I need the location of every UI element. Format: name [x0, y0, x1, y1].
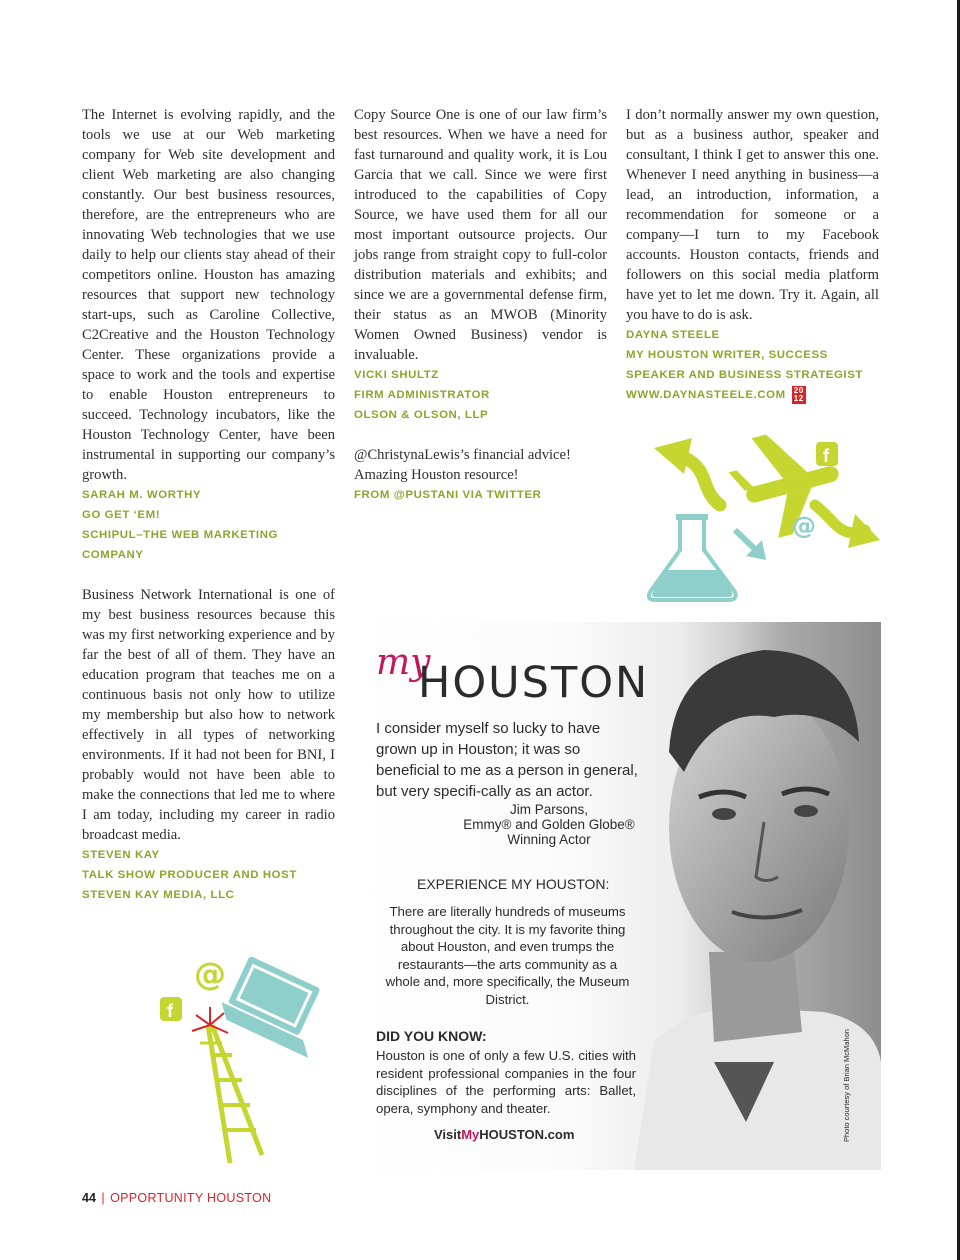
- author-company: OLSON & OLSON, LLP: [354, 409, 489, 421]
- author-website[interactable]: [626, 385, 879, 405]
- column-3-testimonial: [626, 105, 879, 405]
- tower-laptop-illustration: [150, 945, 350, 1170]
- author-company: SCHIPUL–THE WEB MARKETING COMPANY: [82, 529, 278, 561]
- column-1-testimonial: [82, 105, 335, 565]
- tweet-body: @ChristynaLewis’s financial advice! Amazing Houston resource!: [354, 447, 571, 483]
- year-badge-top: 20: [793, 385, 804, 395]
- column-1-second-testimonial: [82, 585, 335, 905]
- author-name: STEVEN KAY: [82, 849, 160, 861]
- testimonial-body: Business Network International is one of my best business resources because this was my first networking experience and by far the best of all of them. They have an education program that teaches me on a continuous basis not only how to utilize my membership but also how to network effectively in all types of networking environments. If it had not been for BNI, I probably would not have been able to make the connections that led me to where I am today, including my career in radio broadcast media.: [82, 587, 335, 843]
- testimonial-body: Copy Source One is one of our law firm’s best resources. When we have a need for fast turnaround and quality work, it is Lou Garcia that we call. Since we were first introduced to the capabilities of Copy Source, we have used them for all our most important outsource projects. Our jobs range from straight copy to full-color distribution materials and exhibits; and since we are a governmental defense firm, their status as an MWOB (Minority Women Owned Business) vendor is invaluable.: [354, 107, 607, 363]
- author-title: TALK SHOW PRODUCER AND HOST: [82, 869, 297, 881]
- my-houston-advertisement: [354, 622, 881, 1170]
- flask-icon: [649, 514, 736, 600]
- visit-part-my: My: [461, 1127, 480, 1142]
- website-link[interactable]: WWW.DAYNASTEELE.COM: [626, 389, 786, 401]
- attribution-awards: Emmy® and Golden Globe®: [463, 817, 635, 832]
- footer-separator: |: [101, 1191, 105, 1205]
- my-script-logo: my: [376, 642, 431, 683]
- facebook-icon: [160, 997, 182, 1021]
- curved-arrow-icon: [685, 458, 720, 505]
- visit-part: Visit: [434, 1127, 462, 1142]
- quote-attribution: [454, 802, 644, 847]
- attribution-name: Jim Parsons,: [509, 802, 589, 817]
- actor-quote: I consider myself so lucky to have grown up in Houston; it was so beneficial to me as a person in general, but very specifi-cally as an actor.: [376, 720, 638, 800]
- publication-name: OPPORTUNITY HOUSTON: [110, 1191, 272, 1205]
- tweet-source: FROM @PUSTANI VIA TWITTER: [354, 489, 542, 501]
- arrow-head: [654, 438, 692, 474]
- visit-part-domain: HOUSTON.com: [479, 1127, 575, 1142]
- author-name: VICKI SHULTZ: [354, 369, 439, 381]
- attribution-role: Winning Actor: [507, 832, 591, 847]
- experience-body: There are literally hundreds of museums throughout the city. It is my favorite thing about Houston, and even trumps the restaurants—the arts community as a whole and, more specifically, the Museum District.: [385, 904, 630, 1007]
- testimonial-body: I don’t normally answer my own question, but as a business author, speaker and consultant, I think I get to answer this one. Whenever I need anything in business—a lead, an introduction, information, a recommendation for someone or a company—I turn to my Facebook accounts. Houston contacts, friends and followers on this social media platform have yet to let me down. Try it. Again, all you have to do is ask.: [626, 107, 879, 323]
- author-line: GO GET ‘EM!: [82, 509, 161, 521]
- year-badge-bottom: 12: [793, 393, 804, 403]
- page-number: 44: [82, 1191, 96, 1205]
- facebook-icon: [816, 442, 838, 466]
- testimonial-body: The Internet is evolving rapidly, and the tools we use at our Web marketing company for Web site development and client Web marketing are also changing constantly. Our best business resources, therefore, are the entrepreneurs who are innovating Web technologies that we use daily to help our clients stay ahead of their competitors online. Houston has amazing resources that support new technology start-ups, such as Caroline Collective, C2Creative and the Houston Technology Center. These organizations provide a space to work and the tools and expertise to enable Houston entrepreneurs to succeed. Technology incubators, like the Houston Technology Center, have been instrumental in supporting our company’s growth.: [82, 107, 335, 483]
- at-sign-icon: @: [194, 955, 226, 993]
- author-company: STEVEN KAY MEDIA, LLC: [82, 889, 235, 901]
- author-title: MY HOUSTON WRITER, SUCCESS SPEAKER AND BUSINESS STRATEGIST: [626, 349, 863, 381]
- column-2-testimonial: [354, 105, 607, 505]
- experience-heading: EXPERIENCE MY HOUSTON:: [417, 876, 610, 892]
- svg-text:f: f: [823, 446, 829, 466]
- page-footer: [82, 1191, 271, 1205]
- laptop-icon: [216, 953, 337, 1058]
- visit-my-houston-link[interactable]: [434, 1127, 574, 1142]
- houston-wordmark: HOUSTON: [418, 658, 650, 708]
- arrow-head: [848, 514, 880, 548]
- did-you-know-body: Houston is one of only a few U.S. cities with resident professional companies in the four disciplines of the performing arts: Ballet, opera, symphony and theater.: [376, 1048, 636, 1116]
- year-badge: [792, 386, 806, 404]
- author-name: DAYNA STEELE: [626, 329, 720, 341]
- social-arrows-illustration: [640, 430, 890, 605]
- author-title: FIRM ADMINISTRATOR: [354, 389, 490, 401]
- at-sign-icon: @: [792, 512, 816, 540]
- author-name: SARAH M. WORTHY: [82, 489, 202, 501]
- svg-text:f: f: [167, 1001, 173, 1021]
- photo-credit: Photo courtesy of Brian McMahon: [842, 1029, 851, 1142]
- did-you-know-heading: DID YOU KNOW:: [376, 1028, 487, 1044]
